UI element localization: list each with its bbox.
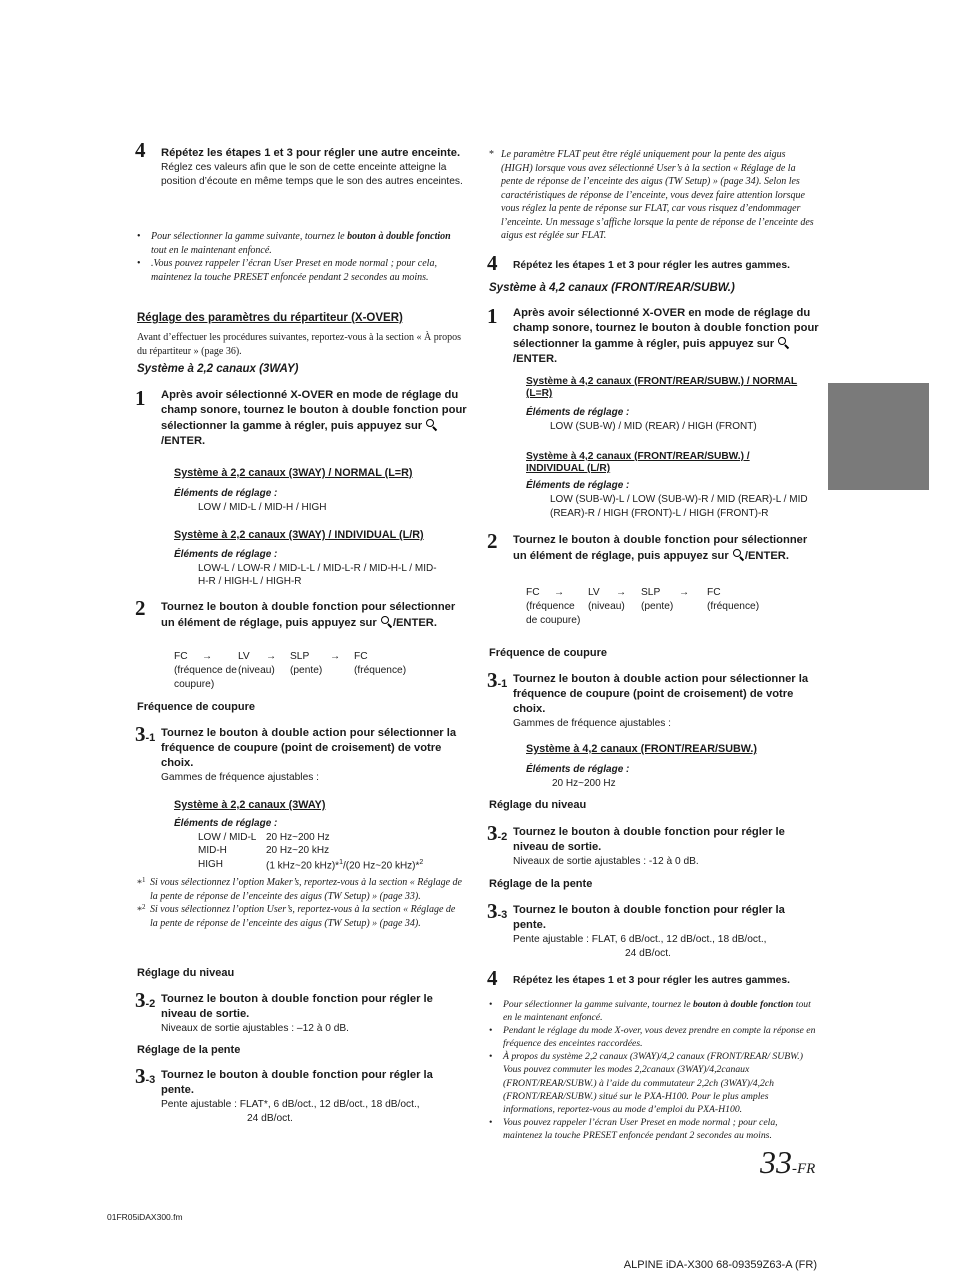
- step-3-3-block: [489, 901, 819, 961]
- flow-fc2: FC: [707, 587, 721, 598]
- footer-model: ALPINE iDA-X300 68-09359Z63-A (FR): [623, 1259, 817, 1271]
- step-number: 3-2: [135, 988, 156, 1012]
- bullet-item: • Vous pouvez rappeler l’écran User Preset en mode normal ; pour cela, maintenez la touche PRESET enfoncée pendant 2 secondes au moins.: [489, 1116, 817, 1142]
- bullet-item: • À propos du système 2,2 canaux (3WAY)/4,2 canaux (FRONT/REAR/ SUBW.) Vous pouvez commuter les modes 2,2canaux (3WAY)/4,2canaux (FRONT/REAR/SUBW.) à l’aide du commutateur 2,2ch (3WAY)/4,2ch (FRONT/REAR/SUBW.) situé sur le PXA-H100. Pour le plus amples informations, reportez-vous au mode d’emploi du PXA-H100.: [489, 1050, 817, 1115]
- flow-lv: LV: [588, 587, 600, 598]
- page-number: 33-FR: [760, 1144, 816, 1180]
- flow-slp-desc: (pente): [290, 665, 323, 677]
- subsection-title: Système à 2,2 canaux (3WAY): [174, 799, 326, 811]
- step-number: 4: [487, 966, 498, 990]
- step-4-block: [137, 140, 467, 189]
- flow-fc2-desc: (fréquence): [707, 601, 760, 613]
- slope-title: Réglage de la pente: [489, 878, 593, 890]
- arrow-icon: →: [266, 651, 277, 662]
- step-text: Tournez le bouton à double fonction pour sélectionner un élément de réglage, puis appuyez sur /ENTER.: [161, 601, 456, 630]
- arrow-icon: →: [554, 587, 565, 598]
- step-2-block: [137, 598, 467, 631]
- sub-3way-block: [174, 798, 464, 873]
- level-title: Réglage du niveau: [489, 799, 587, 811]
- slope-title: Réglage de la pente: [137, 1044, 241, 1056]
- table-row: HIGH (1 kHz~20 kHz)*$^1$/(20 Hz~20 kHz)*$^2$: [198, 859, 424, 872]
- step-3-1-block: [137, 724, 467, 785]
- section-title: Réglage des paramètres du répartiteur (X-OVER): [137, 312, 403, 324]
- flow-fc: FC: [526, 587, 540, 598]
- flow-slp-desc: (pente): [641, 601, 674, 613]
- step-text: Tournez le bouton à double fonction pour régler la pente.: [161, 1069, 433, 1097]
- flow-slp: SLP: [290, 651, 310, 662]
- subsection-title: Système à 2,2 canaux (3WAY) / INDIVIDUAL (L/R): [174, 529, 424, 541]
- bullet-item: • Pour sélectionner la gamme suivante, tournez le bouton à double fonction tout en le maintenant enfoncé.: [489, 998, 817, 1024]
- step-2-block: [489, 531, 819, 564]
- items-label: Éléments de réglage :: [526, 763, 630, 775]
- step-number: 1: [135, 386, 146, 410]
- step-body-cont: 24 dB/oct.: [625, 948, 671, 960]
- step-text: Tournez le bouton à double fonction pour régler le niveau de sortie.: [161, 993, 433, 1021]
- step-4b-block: [489, 968, 819, 988]
- step-body: Niveaux de sortie ajustables : –12 à 0 dB.: [161, 1023, 350, 1035]
- system-title: Système à 4,2 canaux (FRONT/REAR/SUBW.): [489, 282, 735, 294]
- flow-fc-desc: (fréquence de coupure): [526, 601, 581, 627]
- step-number: 3-2: [487, 821, 508, 845]
- items-label: Éléments de réglage :: [526, 480, 630, 492]
- bullet-notes: [137, 230, 462, 284]
- table-row: MID-H 20 Hz~20 kHz: [198, 845, 330, 857]
- subsection-title: Système à 4,2 canaux (FRONT/REAR/SUBW.) / NORMAL (L=R): [526, 376, 798, 400]
- sub-individual-block: [174, 528, 464, 589]
- level-title: Réglage du niveau: [137, 967, 235, 979]
- subsection-title: Système à 4,2 canaux (FRONT/REAR/SUBW.): [526, 743, 757, 755]
- items-label: Éléments de réglage :: [174, 487, 278, 499]
- flow-lv-desc: (niveau): [238, 665, 275, 677]
- step-text: Répétez les étapes 1 et 3 pour régler les autres gammes.: [513, 975, 790, 986]
- arrow-icon: →: [202, 651, 213, 662]
- freq-table: [198, 831, 429, 874]
- step-text: Répétez les étapes 1 et 3 pour régler les autres gammes.: [513, 260, 790, 271]
- freq-title: Fréquence de coupure: [489, 647, 607, 659]
- sub-individual-block: [526, 451, 818, 521]
- step-1-block: [489, 306, 819, 367]
- step-text: Répétez les étapes 1 et 3 pour régler une autre enceinte.: [161, 147, 461, 159]
- step-number: 3-3: [135, 1064, 156, 1088]
- sub-normal-block: [526, 376, 818, 434]
- subsection-title: Système à 2,2 canaux (3WAY) / NORMAL (L=R): [174, 467, 413, 479]
- freq-title: Fréquence de coupure: [137, 701, 255, 713]
- step-body: Gammes de fréquence ajustables :: [513, 718, 671, 730]
- step-4a-block: [489, 253, 819, 273]
- step-text: Tournez le bouton à double action pour sélectionner la fréquence de coupure (point de croisement) de votre choix.: [513, 673, 809, 716]
- sub-normal-block: [174, 466, 464, 514]
- step-text: Après avoir sélectionné X-OVER en mode de réglage du champ sonore, tournez le bouton à double fonction pour sélectionner la gamme à régler, puis appuyez sur /ENTER.: [161, 389, 467, 448]
- step-body: Réglez ces valeurs afin que le son de cette enceinte atteigne la position d’écoute en même temps que le son des autres enceintes.: [161, 162, 463, 188]
- flow-lv-desc: (niveau): [588, 601, 625, 613]
- parameter-flow: [174, 650, 406, 692]
- items-value: 20 Hz~200 Hz: [552, 777, 616, 789]
- step-3-2-block: [137, 990, 467, 1036]
- step-number: 2: [487, 529, 498, 553]
- flow-fc2: FC: [354, 651, 368, 662]
- footnote-2: *$^2$ Si vous sélectionnez l’option User’s, reportez-vous à la section « Réglage de la pente de réponse de l’enceinte des aigus (TW Setup) » (page 34).: [137, 903, 456, 929]
- step-1-block: [137, 388, 467, 449]
- step-text: Tournez le bouton à double fonction pour sélectionner un élément de réglage, puis appuyez sur /ENTER.: [513, 534, 808, 563]
- footer-filename: 01FR05iDAX300.fm: [107, 1212, 183, 1222]
- system-title: Système à 2,2 canaux (3WAY): [137, 363, 299, 375]
- items-value: LOW / MID-L / MID-H / HIGH: [198, 501, 327, 513]
- step-3-2-block: [489, 823, 819, 869]
- items-value: LOW (SUB-W)-L / LOW (SUB-W)-R / MID (REAR)-L / MID (REAR)-R / HIGH (FRONT)-L / HIGH (FRONT)-R: [550, 494, 808, 520]
- step-3-3-block: [137, 1066, 467, 1126]
- subsection-title: Système à 4,2 canaux (FRONT/REAR/SUBW.) / INDIVIDUAL (L/R): [526, 451, 750, 475]
- bullet-item: • Pour sélectionner la gamme suivante, tournez le bouton à double fonction tout en le maintenant enfoncé.: [137, 230, 462, 257]
- section-tab: [828, 383, 929, 490]
- step-body: Gammes de fréquence ajustables :: [161, 772, 319, 784]
- search-icon: [732, 548, 745, 561]
- flow-fc2-desc: (fréquence): [354, 665, 407, 677]
- footnote-1: *$^1$ Si vous sélectionnez l’option Maker’s, reportez-vous à la section « Réglage de la pente de réponse de l’enceinte des aigus (TW Setup) » (page 33).: [137, 876, 462, 902]
- flow-slp: SLP: [641, 587, 661, 598]
- flow-lv: LV: [238, 651, 250, 662]
- step-number: 1: [487, 304, 498, 328]
- items-label: Éléments de réglage :: [174, 817, 278, 829]
- arrow-icon: →: [679, 587, 690, 598]
- step-number: 3-3: [487, 899, 508, 923]
- section-intro: Avant d’effectuer les procédures suivantes, reportez-vous à la section « À propos du répartiteur » (page 36).: [137, 332, 461, 357]
- sub-freq-block: [526, 742, 818, 790]
- search-icon: [777, 336, 790, 349]
- step-body: Pente ajustable : FLAT, 6 dB/oct., 12 dB/oct., 18 dB/oct.,: [513, 934, 767, 946]
- step-text: Tournez le bouton à double action pour sélectionner la fréquence de coupure (point de croisement) de votre choix.: [161, 727, 457, 770]
- search-icon: [380, 615, 393, 628]
- search-icon: [425, 418, 438, 431]
- arrow-icon: →: [616, 587, 627, 598]
- table-row: LOW / MID-L 20 Hz~200 Hz: [198, 831, 330, 843]
- step-number: 3-1: [135, 722, 156, 746]
- step-number: 4: [487, 251, 498, 275]
- step-number: 2: [135, 596, 146, 620]
- step-body-cont: 24 dB/oct.: [247, 1113, 293, 1125]
- step-body: Niveaux de sortie ajustables : -12 à 0 dB.: [513, 856, 699, 868]
- items-label: Éléments de réglage :: [526, 407, 630, 419]
- bullet-notes: [489, 998, 817, 1142]
- step-body: Pente ajustable : FLAT*, 6 dB/oct., 12 dB/oct., 18 dB/oct.,: [161, 1099, 420, 1111]
- step-text: Tournez le bouton à double fonction pour régler la pente.: [513, 904, 785, 932]
- footnotes: [137, 876, 462, 930]
- items-value: LOW (SUB-W) / MID (REAR) / HIGH (FRONT): [550, 421, 757, 433]
- items-value: LOW-L / LOW-R / MID-L-L / MID-L-R / MID-H-L / MID-H-R / HIGH-L / HIGH-R: [198, 562, 437, 588]
- flow-fc: FC: [174, 651, 188, 662]
- flow-fc-desc: (fréquence de coupure): [174, 665, 237, 691]
- items-label: Éléments de réglage :: [174, 548, 278, 560]
- arrow-icon: →: [330, 651, 341, 662]
- flat-note: * Le paramètre FLAT peut être réglé uniquement pour la pente des aigus (HIGH) lorsque vous avez sélectionné User’s à la section « Réglage de la pente de réponse de l’enceinte des aigus (TW Setup) » (page 34). Selon les caractéristiques de réponse de l’enceinte, vous devez faire attention lorsque vous réglez la pente de réponse sur FLAT, car vous risquez d’endommager l’enceinte. Un message s’affiche lorsque la pente de réponse de l’enceinte des aigus est réglée sur FLAT.: [489, 149, 814, 241]
- step-number: 3-1: [487, 668, 508, 692]
- step-number: 4: [135, 138, 146, 162]
- step-text: Tournez le bouton à double fonction pour régler le niveau de sortie.: [513, 826, 785, 854]
- bullet-item: • .Vous pouvez rappeler l’écran User Preset en mode normal ; pour cela, maintenez la touche PRESET enfoncée pendant 2 secondes au moins.: [137, 257, 462, 284]
- parameter-flow: [526, 586, 759, 628]
- bullet-item: • Pendant le réglage du mode X-over, vous devez prendre en compte la réponse en fréquence des enceintes raccordées.: [489, 1024, 817, 1050]
- step-3-1-block: [489, 670, 819, 731]
- step-text: Après avoir sélectionné X-OVER en mode de réglage du champ sonore, tournez le bouton à double fonction pour sélectionner la gamme à régler, puis appuyez sur /ENTER.: [513, 307, 819, 366]
